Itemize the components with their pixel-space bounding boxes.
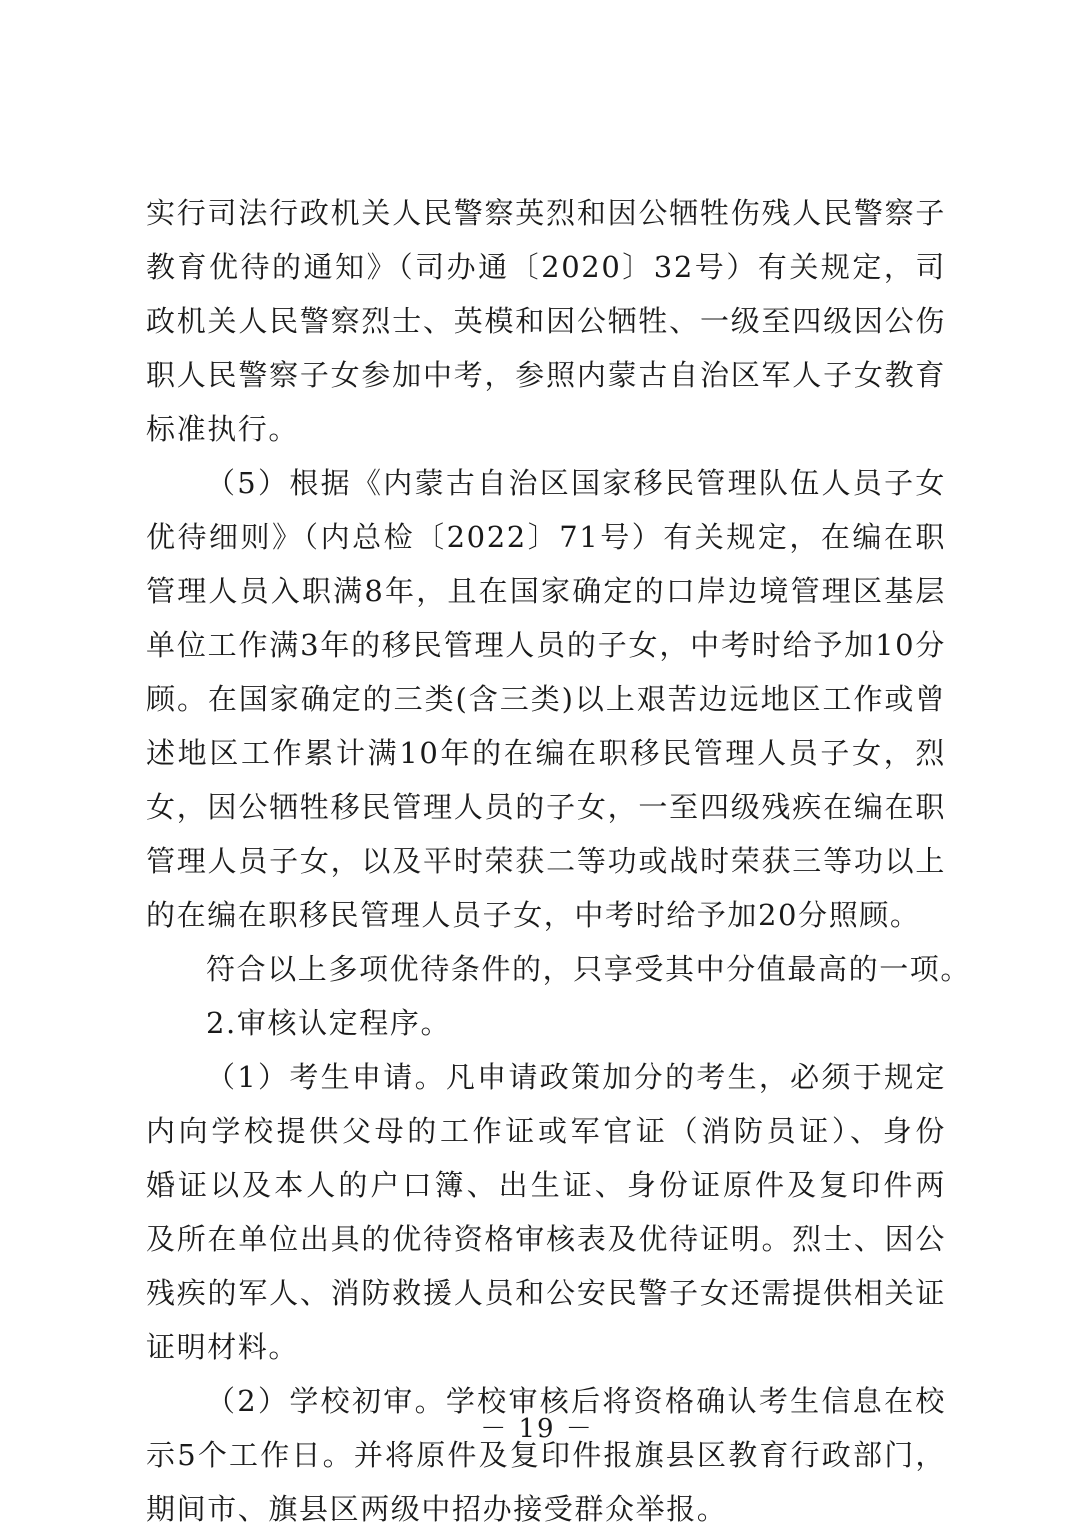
text-line: 教育优待的通知》（司办通〔2020〕32号）有关规定，司 bbox=[146, 250, 946, 284]
text-line: 的在编在职移民管理人员子女，中考时给予加20分照顾。 bbox=[146, 898, 921, 932]
text-line: 单位工作满3年的移民管理人员的子女，中考时给予加10分 bbox=[146, 628, 946, 662]
text-line: 证明材料。 bbox=[146, 1330, 300, 1364]
text-line: 示5个工作日。并将原件及复印件报旗县区教育行政部门， bbox=[146, 1438, 946, 1472]
text-line: 政机关人民警察烈士、英模和因公牺牲、一级至四级因公伤 bbox=[146, 304, 946, 338]
text-line: 标准执行。 bbox=[146, 412, 300, 446]
body-text bbox=[146, 186, 972, 1536]
text-line: 残疾的军人、消防救援人员和公安民警子女还需提供相关证 bbox=[146, 1276, 946, 1310]
text-line: 述地区工作累计满10年的在编在职移民管理人员子女，烈 bbox=[146, 736, 946, 770]
text-line: 符合以上多项优待条件的，只享受其中分值最高的一项。 bbox=[206, 952, 972, 986]
text-line: 内向学校提供父母的工作证或军官证（消防员证）、身份 bbox=[146, 1114, 946, 1148]
text-line: 管理人员子女，以及平时荣获二等功或战时荣获三等功以上 bbox=[146, 844, 946, 878]
text-line: 实行司法行政机关人民警察英烈和因公牺牲伤残人民警察子 bbox=[146, 196, 946, 230]
text-line: （2）学校初审。学校审核后将资格确认考生信息在校 bbox=[206, 1384, 946, 1418]
text-line: 优待细则》（内总检〔2022〕71号）有关规定，在编在职 bbox=[146, 520, 946, 554]
text-line: （1）考生申请。凡申请政策加分的考生，必须于规定 bbox=[206, 1060, 946, 1094]
text-line: 职人民警察子女参加中考，参照内蒙古自治区军人子女教育 bbox=[146, 358, 946, 392]
text-line: 顾。在国家确定的三类(含三类)以上艰苦边远地区工作或曾 bbox=[146, 682, 946, 716]
text-line: 女，因公牺牲移民管理人员的子女，一至四级残疾在编在职 bbox=[146, 790, 946, 824]
text-line: 婚证以及本人的户口簿、出生证、身份证原件及复印件两 bbox=[146, 1168, 946, 1202]
text-line: （5）根据《内蒙古自治区国家移民管理队伍人员子女 bbox=[206, 466, 946, 500]
text-line: 期间市、旗县区两级中招办接受群众举报。 bbox=[146, 1492, 728, 1526]
page-number: － 19 － bbox=[480, 1414, 594, 1444]
text-line: 管理人员入职满8年，且在国家确定的口岸边境管理区基层 bbox=[146, 574, 946, 608]
text-line: 及所在单位出具的优待资格审核表及优待证明。烈士、因公 bbox=[146, 1222, 946, 1256]
text-line: 2.审核认定程序。 bbox=[206, 1006, 452, 1040]
